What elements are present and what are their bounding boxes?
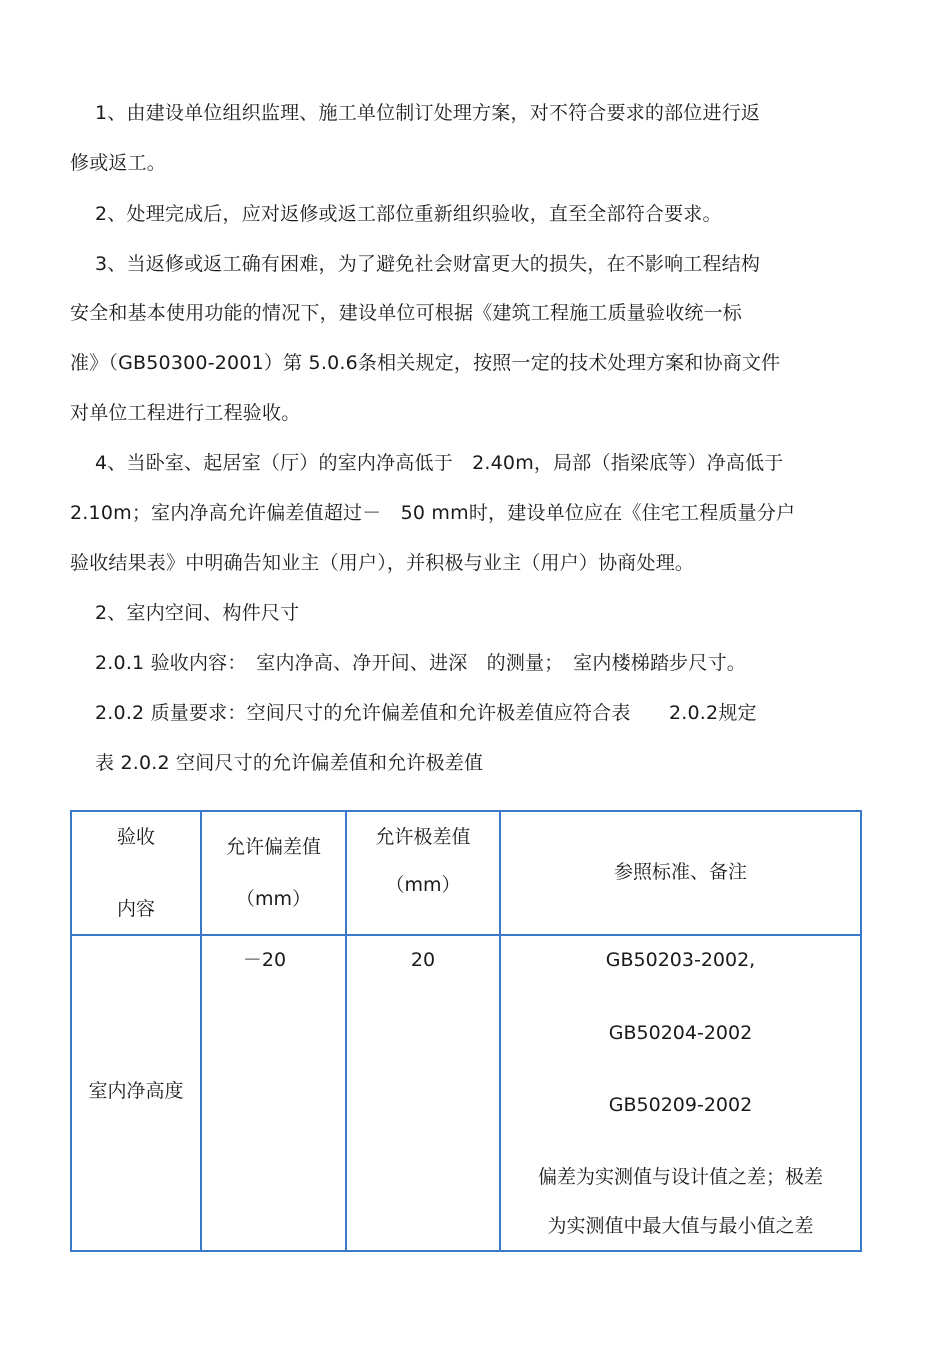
row-range: 20 [410, 949, 436, 971]
table-caption: 表 2.0.2 空间尺寸的允许偏差值和允许极差值 [95, 752, 484, 774]
paragraph-1-line-1: 1、由建设单位组织监理、施工单位制订处理方案，对不符合要求的部位进行返 [95, 102, 761, 124]
table-header-row [71, 811, 861, 935]
paragraph-3-line-3: 准》（GB50300-2001）第 5.0.6条相关规定，按照一定的技术处理方案和协商文件 [70, 352, 781, 374]
tolerance-table [70, 810, 860, 1250]
table-row [71, 935, 861, 1251]
paragraph-4-line-2: 2.10m；室内净高允许偏差值超过－ 50 mm时，建设单位应在《住宅工程质量分户 [70, 502, 796, 524]
header-cell-range [346, 811, 500, 935]
standard-line-1: GB50203-2002, [605, 949, 756, 971]
row-deviation: －20 [242, 949, 287, 971]
header-deviation-line-2: （mm） [235, 888, 312, 910]
clause-2-0-2: 2.0.2 质量要求：空间尺寸的允许偏差值和允许极差值应符合表 2.0.2规定 [95, 702, 757, 724]
header-cell-standards [500, 811, 861, 935]
row-cell-deviation [201, 935, 346, 1251]
header-range-line-2: （mm） [385, 874, 461, 896]
clause-2-0-1: 2.0.1 验收内容： 室内净高、净开间、进深 的测量； 室内楼梯踏步尺寸。 [95, 652, 746, 674]
paragraph-1-line-2: 修或返工。 [70, 152, 167, 174]
header-cell-deviation [201, 811, 346, 935]
paragraph-3-line-4: 对单位工程进行工程验收。 [70, 402, 301, 424]
header-cell-item [71, 811, 201, 935]
section-heading: 2、室内空间、构件尺寸 [95, 602, 300, 624]
paragraph-4-line-1: 4、当卧室、起居室（厅）的室内净高低于 2.40m，局部（指梁底等）净高低于 [95, 452, 784, 474]
standard-line-3: GB50209-2002 [608, 1094, 753, 1116]
row-cell-standards [500, 935, 861, 1251]
paragraph-4-line-3: 验收结果表》中明确告知业主（用户），并积极与业主（用户）协商处理。 [70, 552, 695, 574]
header-item-line-1: 验收 [116, 826, 155, 848]
standard-line-2: GB50204-2002 [608, 1022, 753, 1044]
row-item: 室内净高度 [88, 1080, 184, 1102]
header-item-line-2: 内容 [116, 898, 155, 920]
header-range-line-1: 允许极差值 [375, 826, 471, 848]
row-cell-item [71, 935, 201, 1251]
remark-line-2: 为实测值中最大值与最小值之差 [547, 1215, 814, 1237]
header-deviation-line-1: 允许偏差值 [225, 836, 321, 858]
remark-line-1: 偏差为实测值与设计值之差；极差 [537, 1166, 823, 1188]
row-cell-range [346, 935, 500, 1251]
paragraph-3-line-2: 安全和基本使用功能的情况下，建设单位可根据《建筑工程施工质量验收统一标 [70, 302, 743, 324]
paragraph-2: 2、处理完成后，应对返修或返工部位重新组织验收，直至全部符合要求。 [95, 203, 722, 225]
paragraph-3-line-1: 3、当返修或返工确有困难，为了避免社会财富更大的损失，在不影响工程结构 [95, 253, 761, 275]
header-standards: 参照标准、备注 [613, 861, 747, 883]
